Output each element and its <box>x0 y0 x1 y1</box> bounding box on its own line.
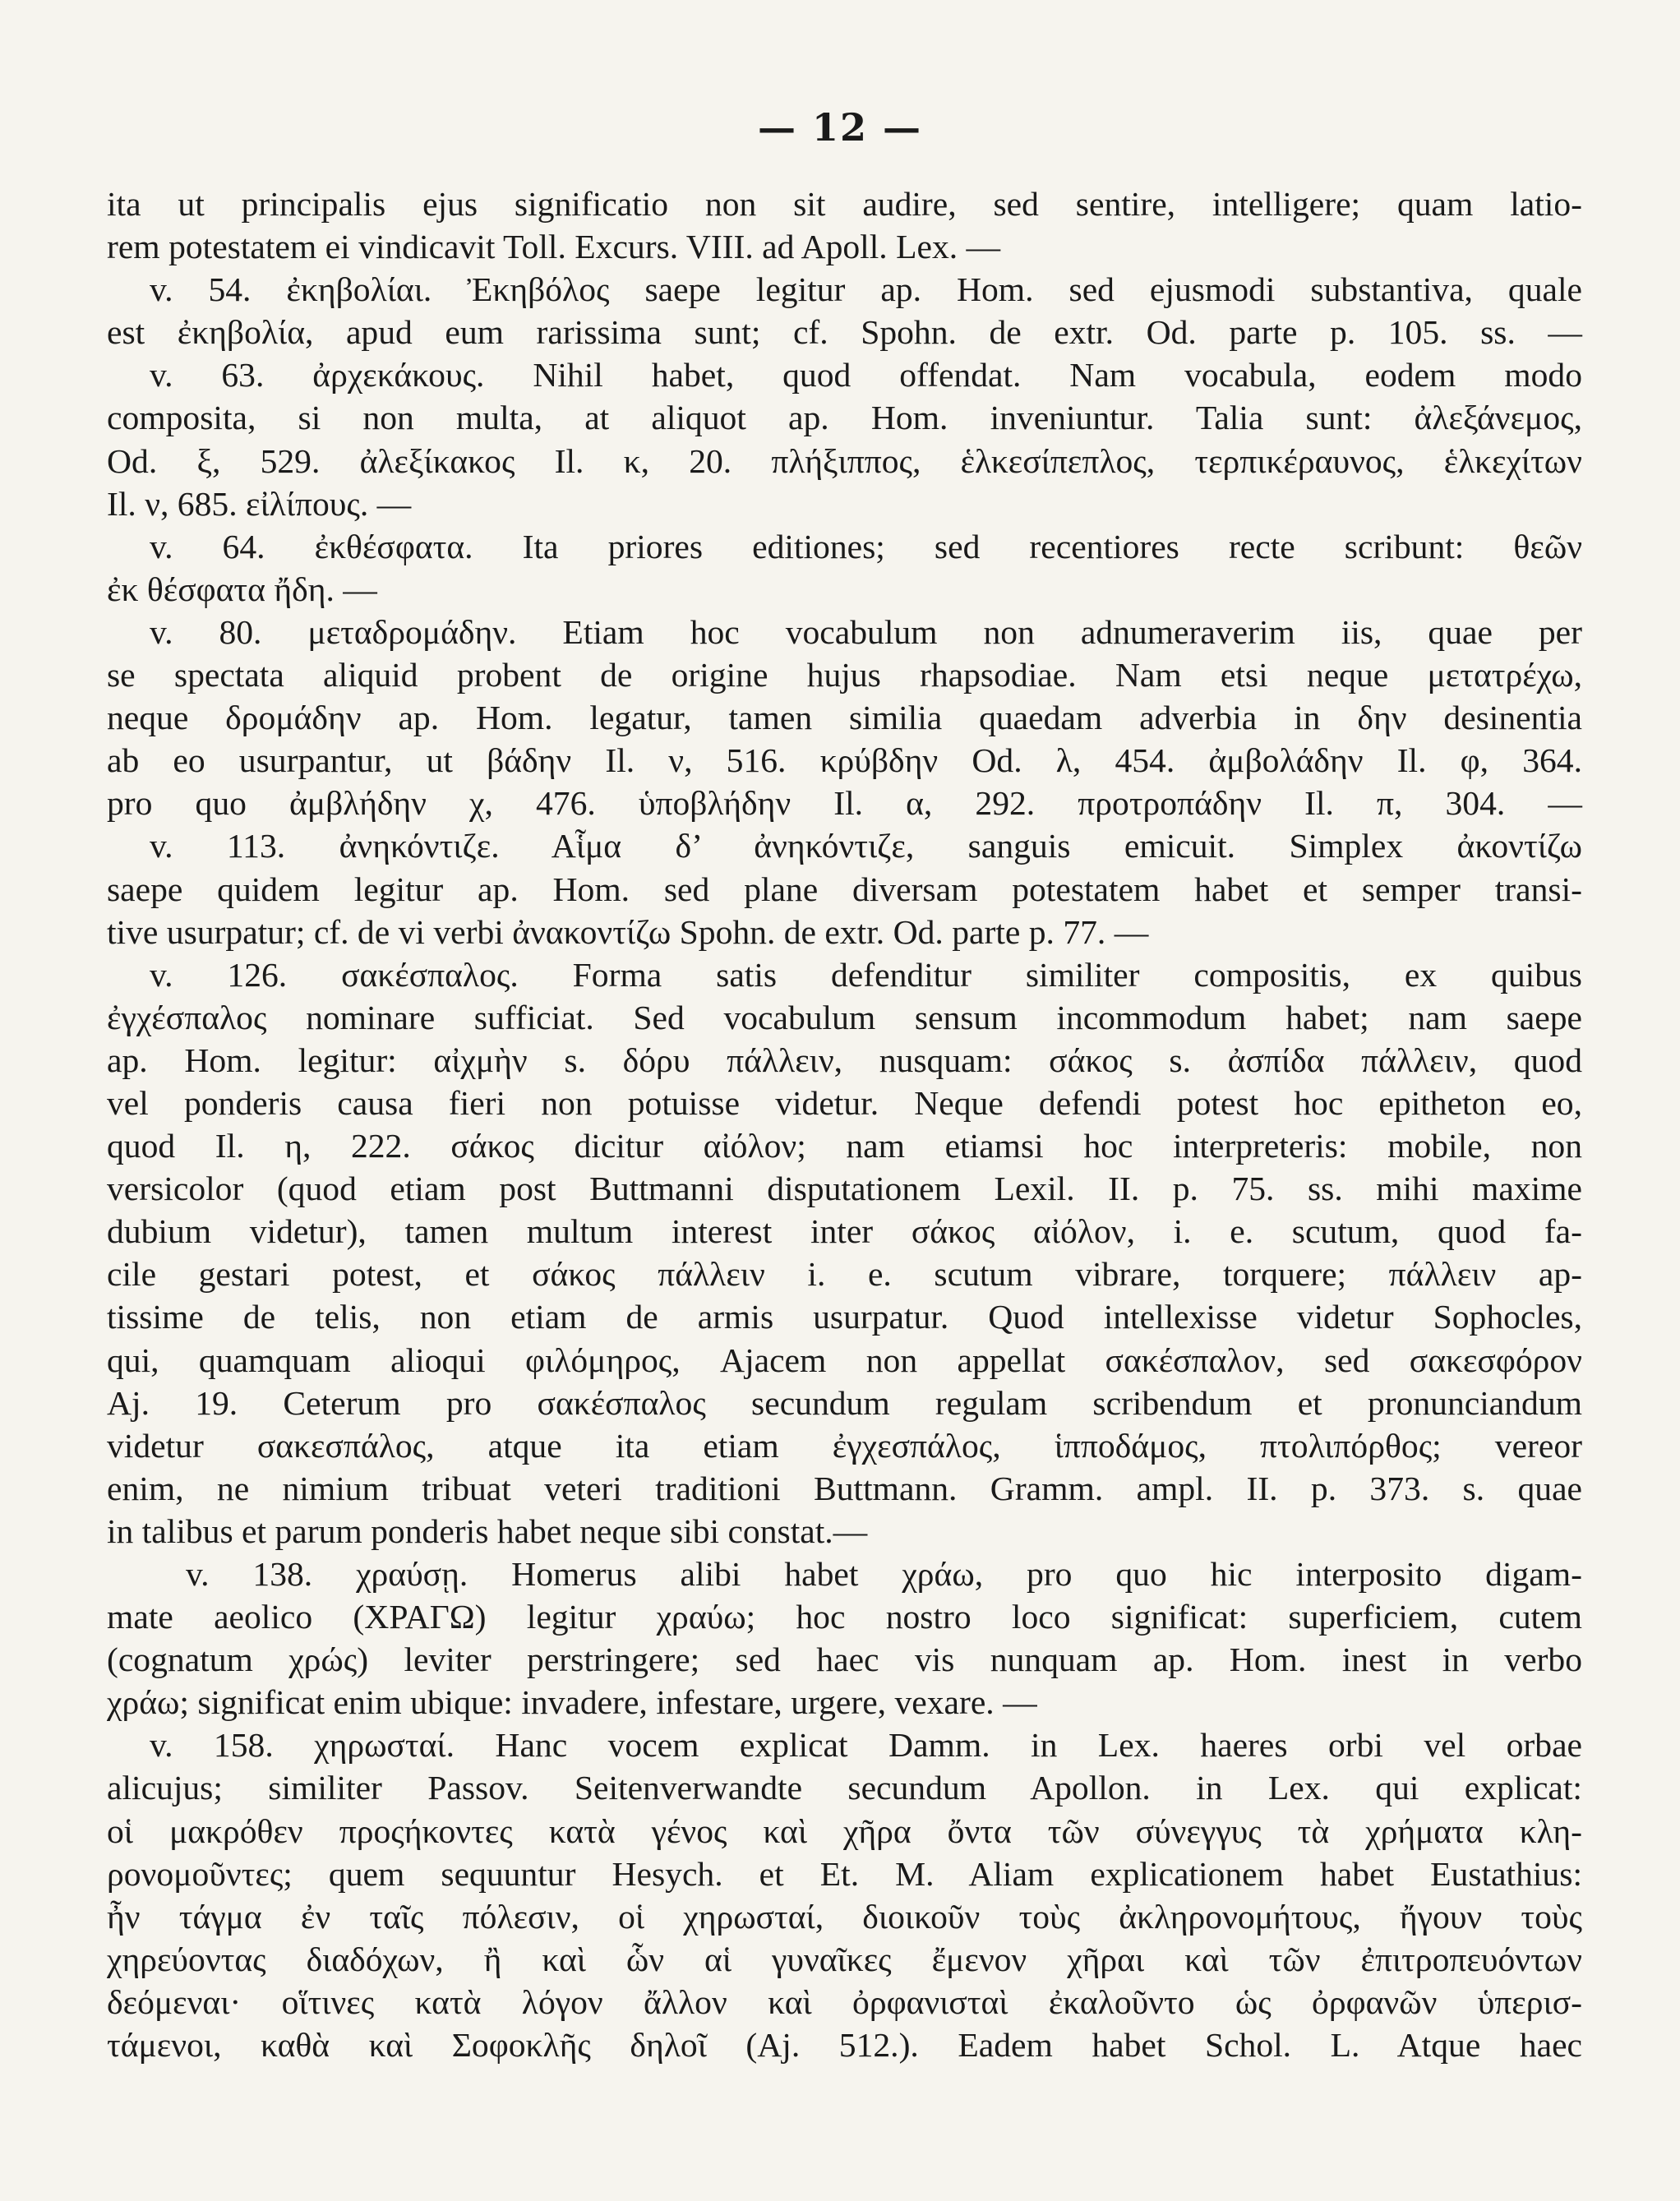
text-line: (cognatum χρώς) leviter perstringere; sed haec vis nunquam ap. Hom. inest in verbo <box>107 1640 1582 1679</box>
text-line: saepe quidem legitur ap. Hom. sed plane diversam potestatem habet et semper transi- <box>107 870 1582 908</box>
text-line: v. 126. σακέσπαλος. Forma satis defenditur similiter compositis, ex quibus <box>150 955 1582 994</box>
text-line: v. 138. χραύσῃ. Homerus alibi habet χράω, pro quo hic interposito digam- <box>186 1555 1582 1593</box>
text-line: pro quo ἀμβλήδην χ, 476. ὑποβλήδην Il. α, 292. προτροπάδην Il. π, 304. — <box>107 784 1582 823</box>
text-line: tissime de telis, non etiam de armis usurpatur. Quod intellexisse videtur Sophocles, <box>107 1298 1582 1336</box>
text-line: ρονομοῦντες; quem sequuntur Hesych. et Et. M. Aliam explicationem habet Eustathius: <box>107 1854 1582 1893</box>
page-number: — 12 — <box>757 105 923 150</box>
text-line: composita, si non multa, at aliquot ap. Hom. inveniuntur. Talia sunt: ἀλεξάνεμος, <box>107 399 1582 437</box>
text-line: Aj. 19. Ceterum pro σακέσπαλος secundum regulam scribendum et pronunciandum <box>107 1383 1582 1422</box>
text-line: v. 80. μεταδρομάδην. Etiam hoc vocabulum non adnumeraverim iis, quae per <box>150 612 1582 651</box>
text-line: mate aeolico (ΧΡΑΓΩ) legitur χραύω; hoc nostro loco significat: superficiem, cutem <box>107 1598 1582 1636</box>
text-line: in talibus et parum ponderis habet neque sibi constat.— <box>107 1511 868 1550</box>
text-line: v. 64. ἐκθέσφατα. Ita priores editiones; sed recentiores recte scribunt: θεῶν <box>150 527 1582 565</box>
text-line: ab eo usurpantur, ut βάδην Il. ν, 516. κρύβδην Od. λ, 454. ἀμβολάδην Il. φ, 364. <box>107 741 1582 780</box>
text-line: alicujus; similiter Passov. Seitenverwandte secundum Apollon. in Lex. qui explicat: <box>107 1769 1582 1807</box>
text-line: vel ponderis causa fieri non potuisse videtur. Neque defendi potest hoc epitheton eo, <box>107 1083 1582 1122</box>
text-line: tive usurpatur; cf. de vi verbi ἀνακοντίζω Spohn. de extr. Od. parte p. 77. — <box>107 912 1149 951</box>
text-line: χράω; significat enim ubique: invadere, infestare, urgere, vexare. — <box>107 1683 1037 1722</box>
text-line: v. 113. ἀνηκόντιζε. Αἷμα δ’ ἀνηκόντιζε, sanguis emicuit. Simplex ἀκοντίζω <box>150 827 1582 865</box>
text-line: v. 158. χηρωσταί. Hanc vocem explicat Damm. in Lex. haeres orbi vel orbae <box>150 1726 1582 1765</box>
text-line: neque δρομάδην ap. Hom. legatur, tamen similia quaedam adverbia in δην desinentia <box>107 699 1582 737</box>
text-line: est ἐκηβολία, apud eum rarissima sunt; cf. Spohn. de extr. Od. parte p. 105. ss. — <box>107 313 1582 352</box>
text-line: ap. Hom. legitur: αἰχμὴν s. δόρυ πάλλειν, nusquam: σάκος s. ἀσπίδα πάλλειν, quod <box>107 1041 1582 1079</box>
text-line: dubium videtur), tamen multum interest inter σάκος αἰόλον, i. e. scutum, quod fa- <box>107 1212 1582 1251</box>
text-line: Il. ν, 685. εἰλίπους. — <box>107 484 412 523</box>
text-line: v. 63. ἀρχεκάκους. Nihil habet, quod offendat. Nam vocabula, eodem modo <box>150 356 1582 395</box>
text-line: videtur σακεσπάλος, atque ita etiam ἐγχεσπάλος, ἱπποδάμος, πτολιπόρθος; vereor <box>107 1426 1582 1465</box>
text-line: οἱ μακρόθεν προςήκοντες κατὰ γένος καὶ χῆρα ὄντα τῶν σύνεγγυς τὰ χρήματα κλη- <box>107 1811 1582 1850</box>
text-line: se spectata aliquid probent de origine hujus rhapsodiae. Nam etsi neque μετατρέχω, <box>107 656 1582 694</box>
text-line: ἐγχέσπαλος nominare sufficiat. Sed vocabulum sensum incommodum habet; nam saepe <box>107 998 1582 1036</box>
text-line: quod Il. η, 222. σάκος dicitur αἰόλον; nam etiamsi hoc interpreteris: mobile, non <box>107 1127 1582 1165</box>
text-line: enim, ne nimium tribuat veteri traditioni Buttmann. Gramm. ampl. II. p. 373. s. quae <box>107 1469 1582 1507</box>
text-line: qui, quamquam alioqui φιλόμηρος, Ajacem non appellat σακέσπαλον, sed σακεσφόρον <box>107 1340 1582 1379</box>
text-line: cile gestari potest, et σάκος πάλλειν i. e. scutum vibrare, torquere; πάλλειν ap- <box>107 1255 1582 1294</box>
text-line: ita ut principalis ejus significatio non sit audire, sed sentire, intelligere; quam latio- <box>107 185 1582 223</box>
text-line: rem potestatem ei vindicavit Toll. Excurs. VIII. ad Apoll. Lex. — <box>107 228 1001 266</box>
text-line: v. 54. ἐκηβολίαι. Ἐκηβόλος saepe legitur ap. Hom. sed ejusmodi substantiva, quale <box>150 270 1582 309</box>
text-line: ἦν τάγμα ἐν ταῖς πόλεσιν, οἱ χηρωσταί, διοικοῦν τοὺς ἀκληρονομήτους, ἤγουν τοὺς <box>107 1897 1582 1936</box>
text-line: τάμενοι, καθὰ καὶ Σοφοκλῆς δηλοῖ (Aj. 512.). Eadem habet Schol. L. Atque haec <box>107 2026 1582 2065</box>
text-line: versicolor (quod etiam post Buttmanni disputationem Lexil. II. p. 75. ss. mihi maxime <box>107 1170 1582 1208</box>
text-line: ἐκ θέσφατα ἤδη. — <box>107 570 377 608</box>
text-line: χηρεύοντας διαδόχων, ἢ καὶ ὧν αἱ γυναῖκες ἔμενον χῆραι καὶ τῶν ἐπιτροπευόντων <box>107 1940 1582 1978</box>
text-line: Od. ξ, 529. ἀλεξίκακος Il. κ, 20. πλήξιππος, ἑλκεσίπεπλος, τερπικέραυνος, ἑλκεχίτων <box>107 441 1582 480</box>
text-line: δεόμεναι· οἵτινες κατὰ λόγον ἄλλον καὶ ὀρφανισταὶ ἐκαλοῦντο ὡς ὀρφανῶν ὑπερισ- <box>107 1982 1582 2021</box>
body-text <box>107 182 1582 2066</box>
